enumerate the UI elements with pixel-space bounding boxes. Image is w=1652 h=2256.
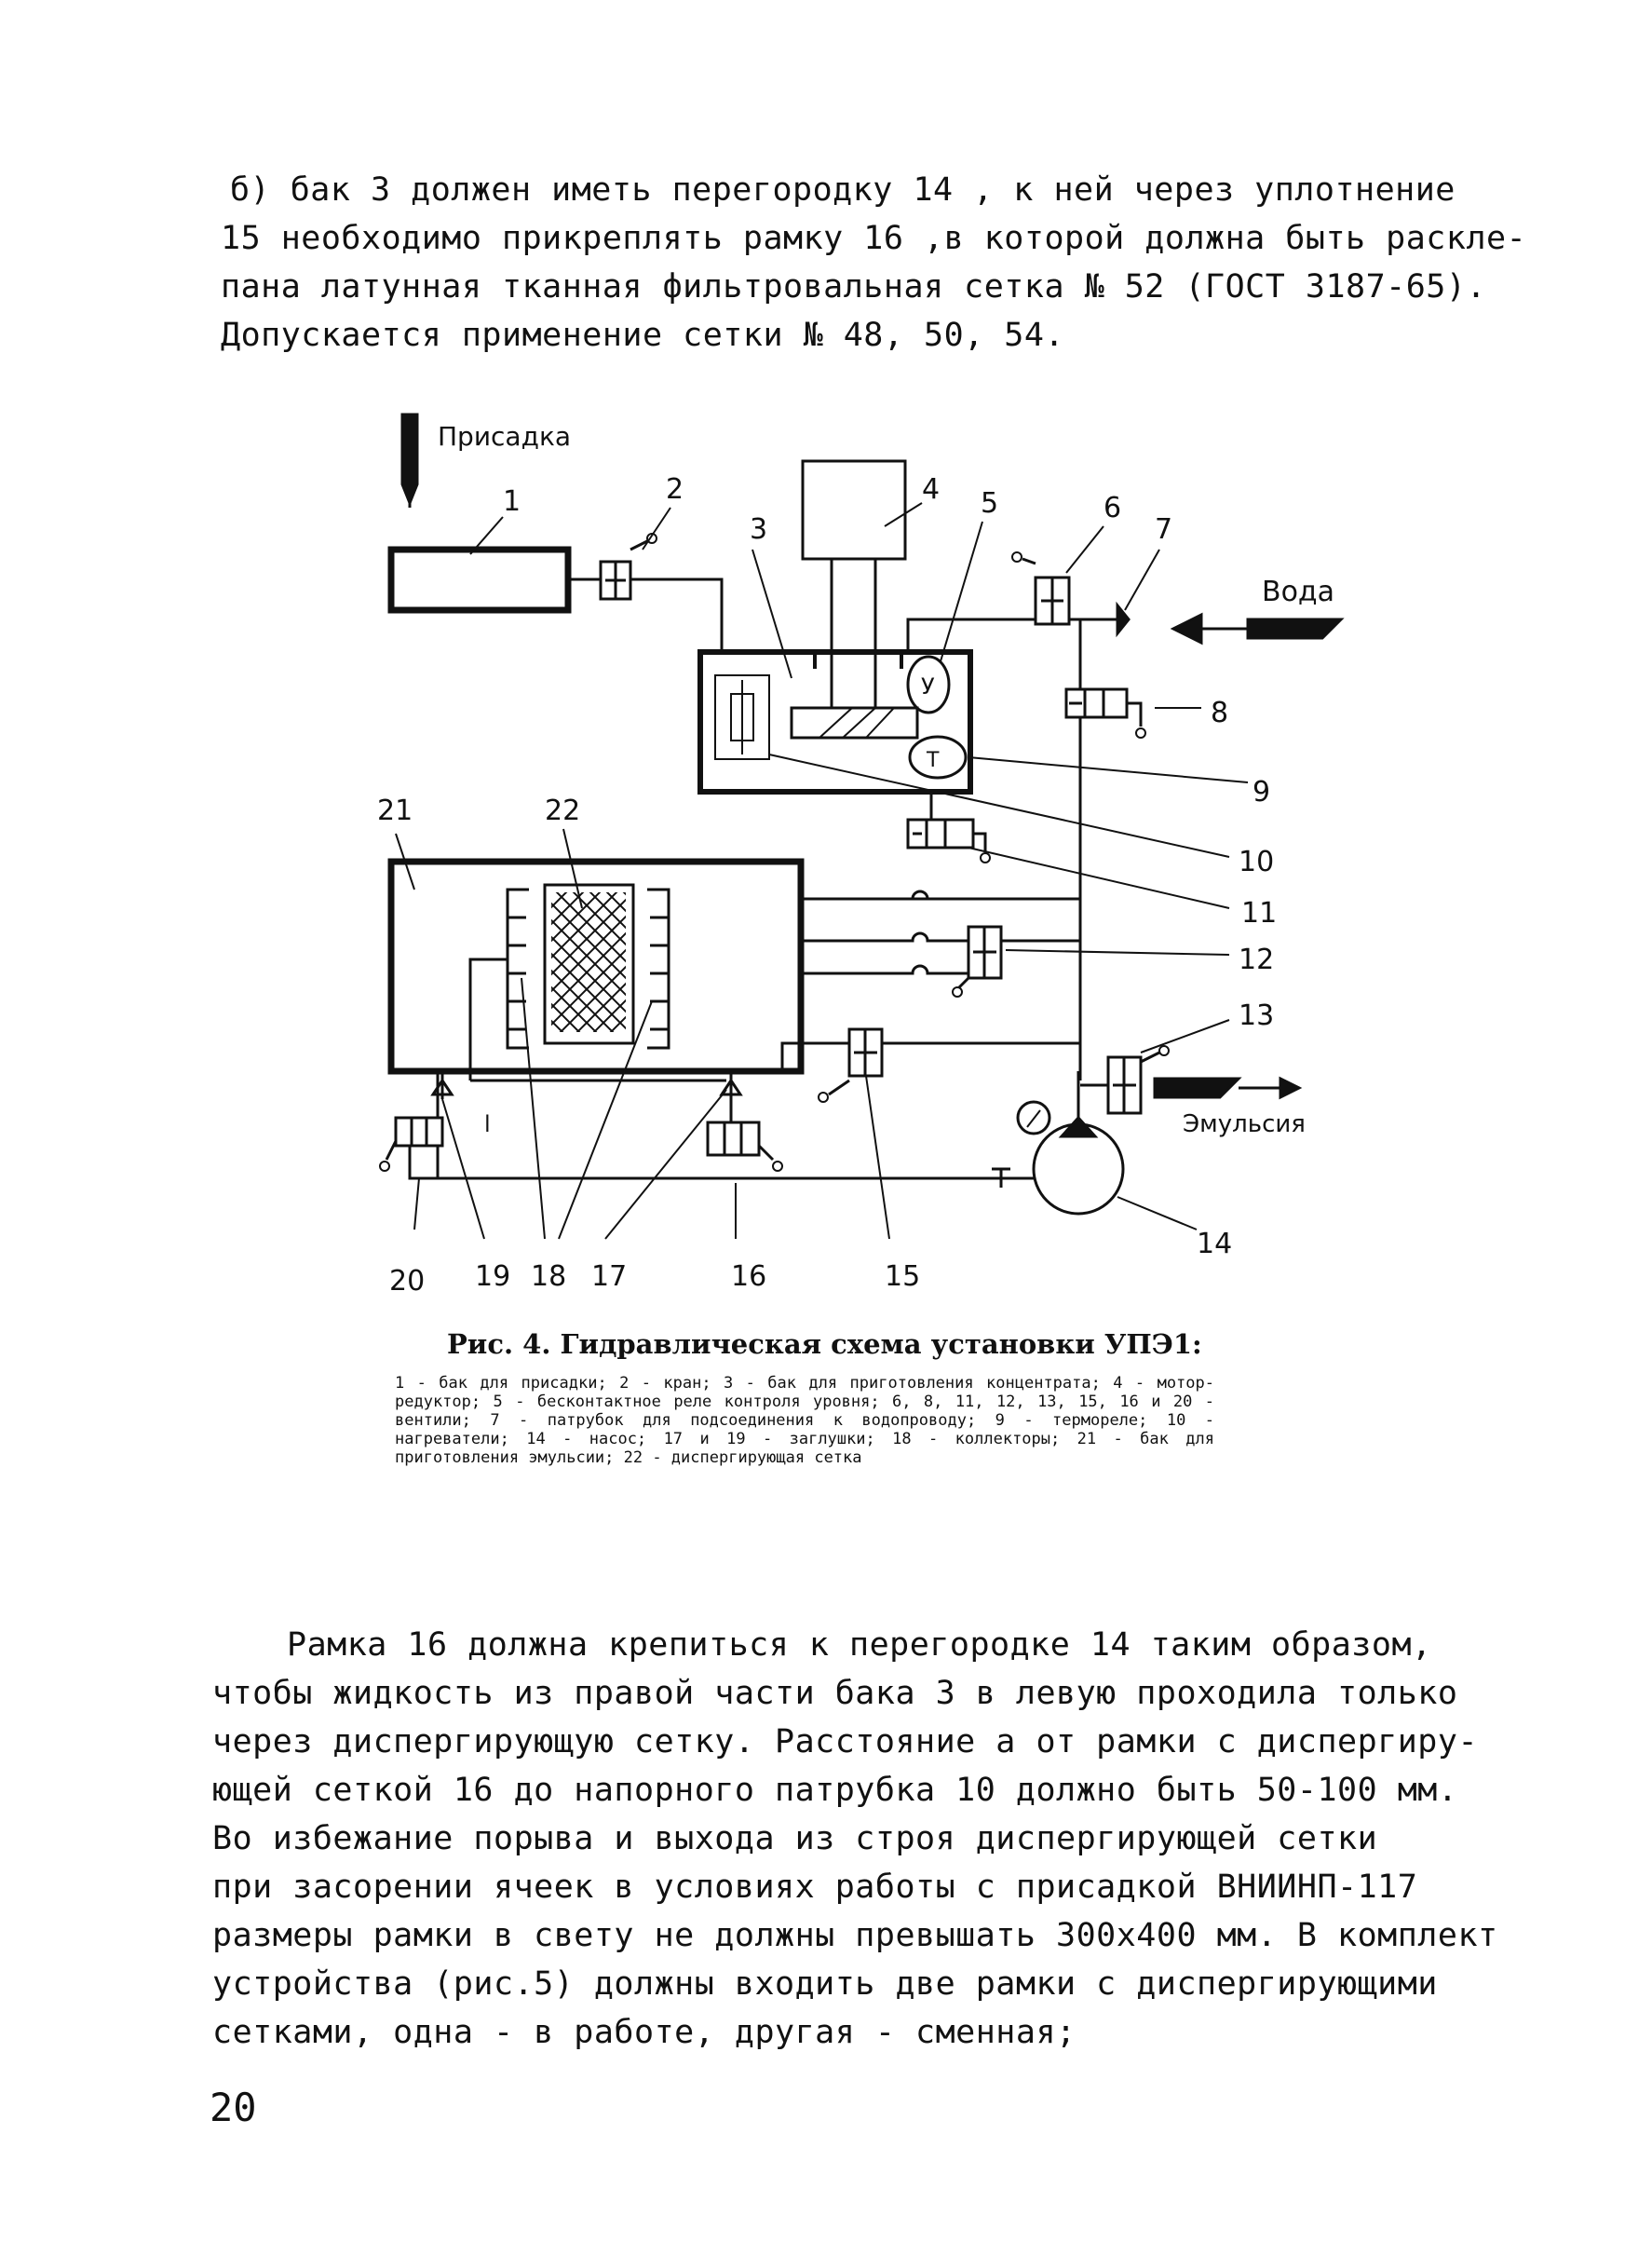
label-22: 22 bbox=[545, 795, 581, 827]
valve-12 bbox=[953, 927, 1001, 997]
label-16: 16 bbox=[731, 1260, 767, 1293]
level-relay-symbol: У bbox=[921, 673, 935, 700]
additive-tank-1 bbox=[391, 550, 568, 610]
label-13: 13 bbox=[1239, 999, 1275, 1032]
text-line: Во избежание порыва и выхода из строя диспергирующей сетки bbox=[212, 1820, 1378, 1857]
label-10: 10 bbox=[1239, 846, 1275, 878]
text-line: размеры рамки в свету не должны превышать 300х400 мм. В комплект bbox=[212, 1917, 1498, 1954]
valve-15 bbox=[819, 1029, 882, 1102]
text-line: Допускается применение сетки № 48, 50, 54. bbox=[221, 317, 1065, 354]
text-line: б) бак 3 должен иметь перегородку 14 , к ней через уплотнение bbox=[230, 171, 1456, 209]
label-3: 3 bbox=[750, 513, 768, 546]
plug-19 bbox=[433, 1071, 452, 1099]
gap-label: l bbox=[484, 1111, 491, 1137]
label-11: 11 bbox=[1241, 897, 1278, 930]
text-line: через диспергирующую сетку. Расстояние а от рамки с диспергиру- bbox=[212, 1723, 1479, 1760]
text-line: сетками, одна - в работе, другая - сменная; bbox=[212, 2014, 1077, 2051]
collector-18-right bbox=[647, 890, 669, 1048]
valve-6 bbox=[1012, 552, 1069, 624]
label-6: 6 bbox=[1104, 492, 1122, 524]
page-number: 20 bbox=[210, 2085, 257, 2130]
motor-reducer-4 bbox=[803, 461, 905, 559]
text-line: чтобы жидкость из правой части бака 3 в левую проходила только bbox=[212, 1675, 1458, 1712]
additive-input-arrow bbox=[402, 415, 571, 508]
label-4: 4 bbox=[922, 473, 941, 506]
water-inlet-arrow bbox=[1173, 576, 1341, 643]
label-12: 12 bbox=[1239, 944, 1275, 976]
thermo-relay-symbol: Т bbox=[927, 749, 940, 772]
text-line: 15 необходимо прикреплять рамку 16 ,в которой должна быть раскле- bbox=[221, 220, 1527, 257]
stirrer bbox=[792, 708, 917, 738]
additive-label: Присадка bbox=[438, 421, 572, 452]
valve-2 bbox=[568, 534, 722, 652]
label-8: 8 bbox=[1211, 697, 1229, 729]
label-14: 14 bbox=[1197, 1228, 1233, 1260]
text-line: ющей сеткой 16 до напорного патрубка 10 должно быть 50-100 мм. bbox=[212, 1772, 1458, 1809]
label-7: 7 bbox=[1155, 513, 1173, 546]
emulsion-label: Эмульсия bbox=[1183, 1110, 1306, 1138]
water-inlet-7 bbox=[1117, 605, 1129, 633]
emulsion-outlet-arrow bbox=[1155, 1079, 1306, 1138]
label-15: 15 bbox=[885, 1260, 921, 1293]
label-2: 2 bbox=[666, 473, 684, 506]
label-9: 9 bbox=[1253, 776, 1271, 809]
label-20: 20 bbox=[389, 1265, 426, 1298]
valve-16 bbox=[708, 1099, 782, 1171]
text-line: при засорении ячеек в условиях работы с присадкой ВНИИНП-117 bbox=[212, 1869, 1418, 1906]
figure-legend: 1 - бак для присадки; 2 - кран; 3 - бак для приготовления концентрата; 4 - мотор-редуктор; 5 - бесконтактное реле контроля уровня; 6, 8, 11, 12, 13, 15, 16 и 20 - вентили; 7 - патрубок для подсоединения к водопроводу; 9 - термореле; 10 - нагреватели; 14 - насос; 17 и 19 - заглушки; 18 - коллекторы; 21 - бак для приготовления эмульсии; 22 - диспергирующая сетка bbox=[395, 1374, 1214, 1467]
text-line: пана латунная тканная фильтровальная сетка № 52 (ГОСТ 3187-65). bbox=[221, 268, 1487, 306]
label-17: 17 bbox=[591, 1260, 628, 1293]
label-21: 21 bbox=[377, 795, 413, 827]
valve-11 bbox=[908, 792, 990, 863]
label-18: 18 bbox=[531, 1260, 567, 1293]
valve-8 bbox=[1066, 689, 1145, 738]
water-label: Вода bbox=[1262, 576, 1335, 608]
plug-17 bbox=[722, 1071, 740, 1099]
body-paragraph bbox=[212, 1621, 1498, 2057]
text-line: Рамка 16 должна крепиться к перегородке 14 таким образом, bbox=[287, 1626, 1432, 1664]
label-1: 1 bbox=[503, 485, 521, 518]
figure-caption-title: Рис. 4. Гидравлическая схема установки УПЭ1: bbox=[447, 1328, 1202, 1360]
text-line: устройства (рис.5) должны входить две рамки с диспергирующими bbox=[212, 1965, 1438, 2003]
label-5: 5 bbox=[981, 487, 999, 520]
label-19: 19 bbox=[475, 1260, 511, 1293]
collector-18-left bbox=[470, 890, 529, 1080]
